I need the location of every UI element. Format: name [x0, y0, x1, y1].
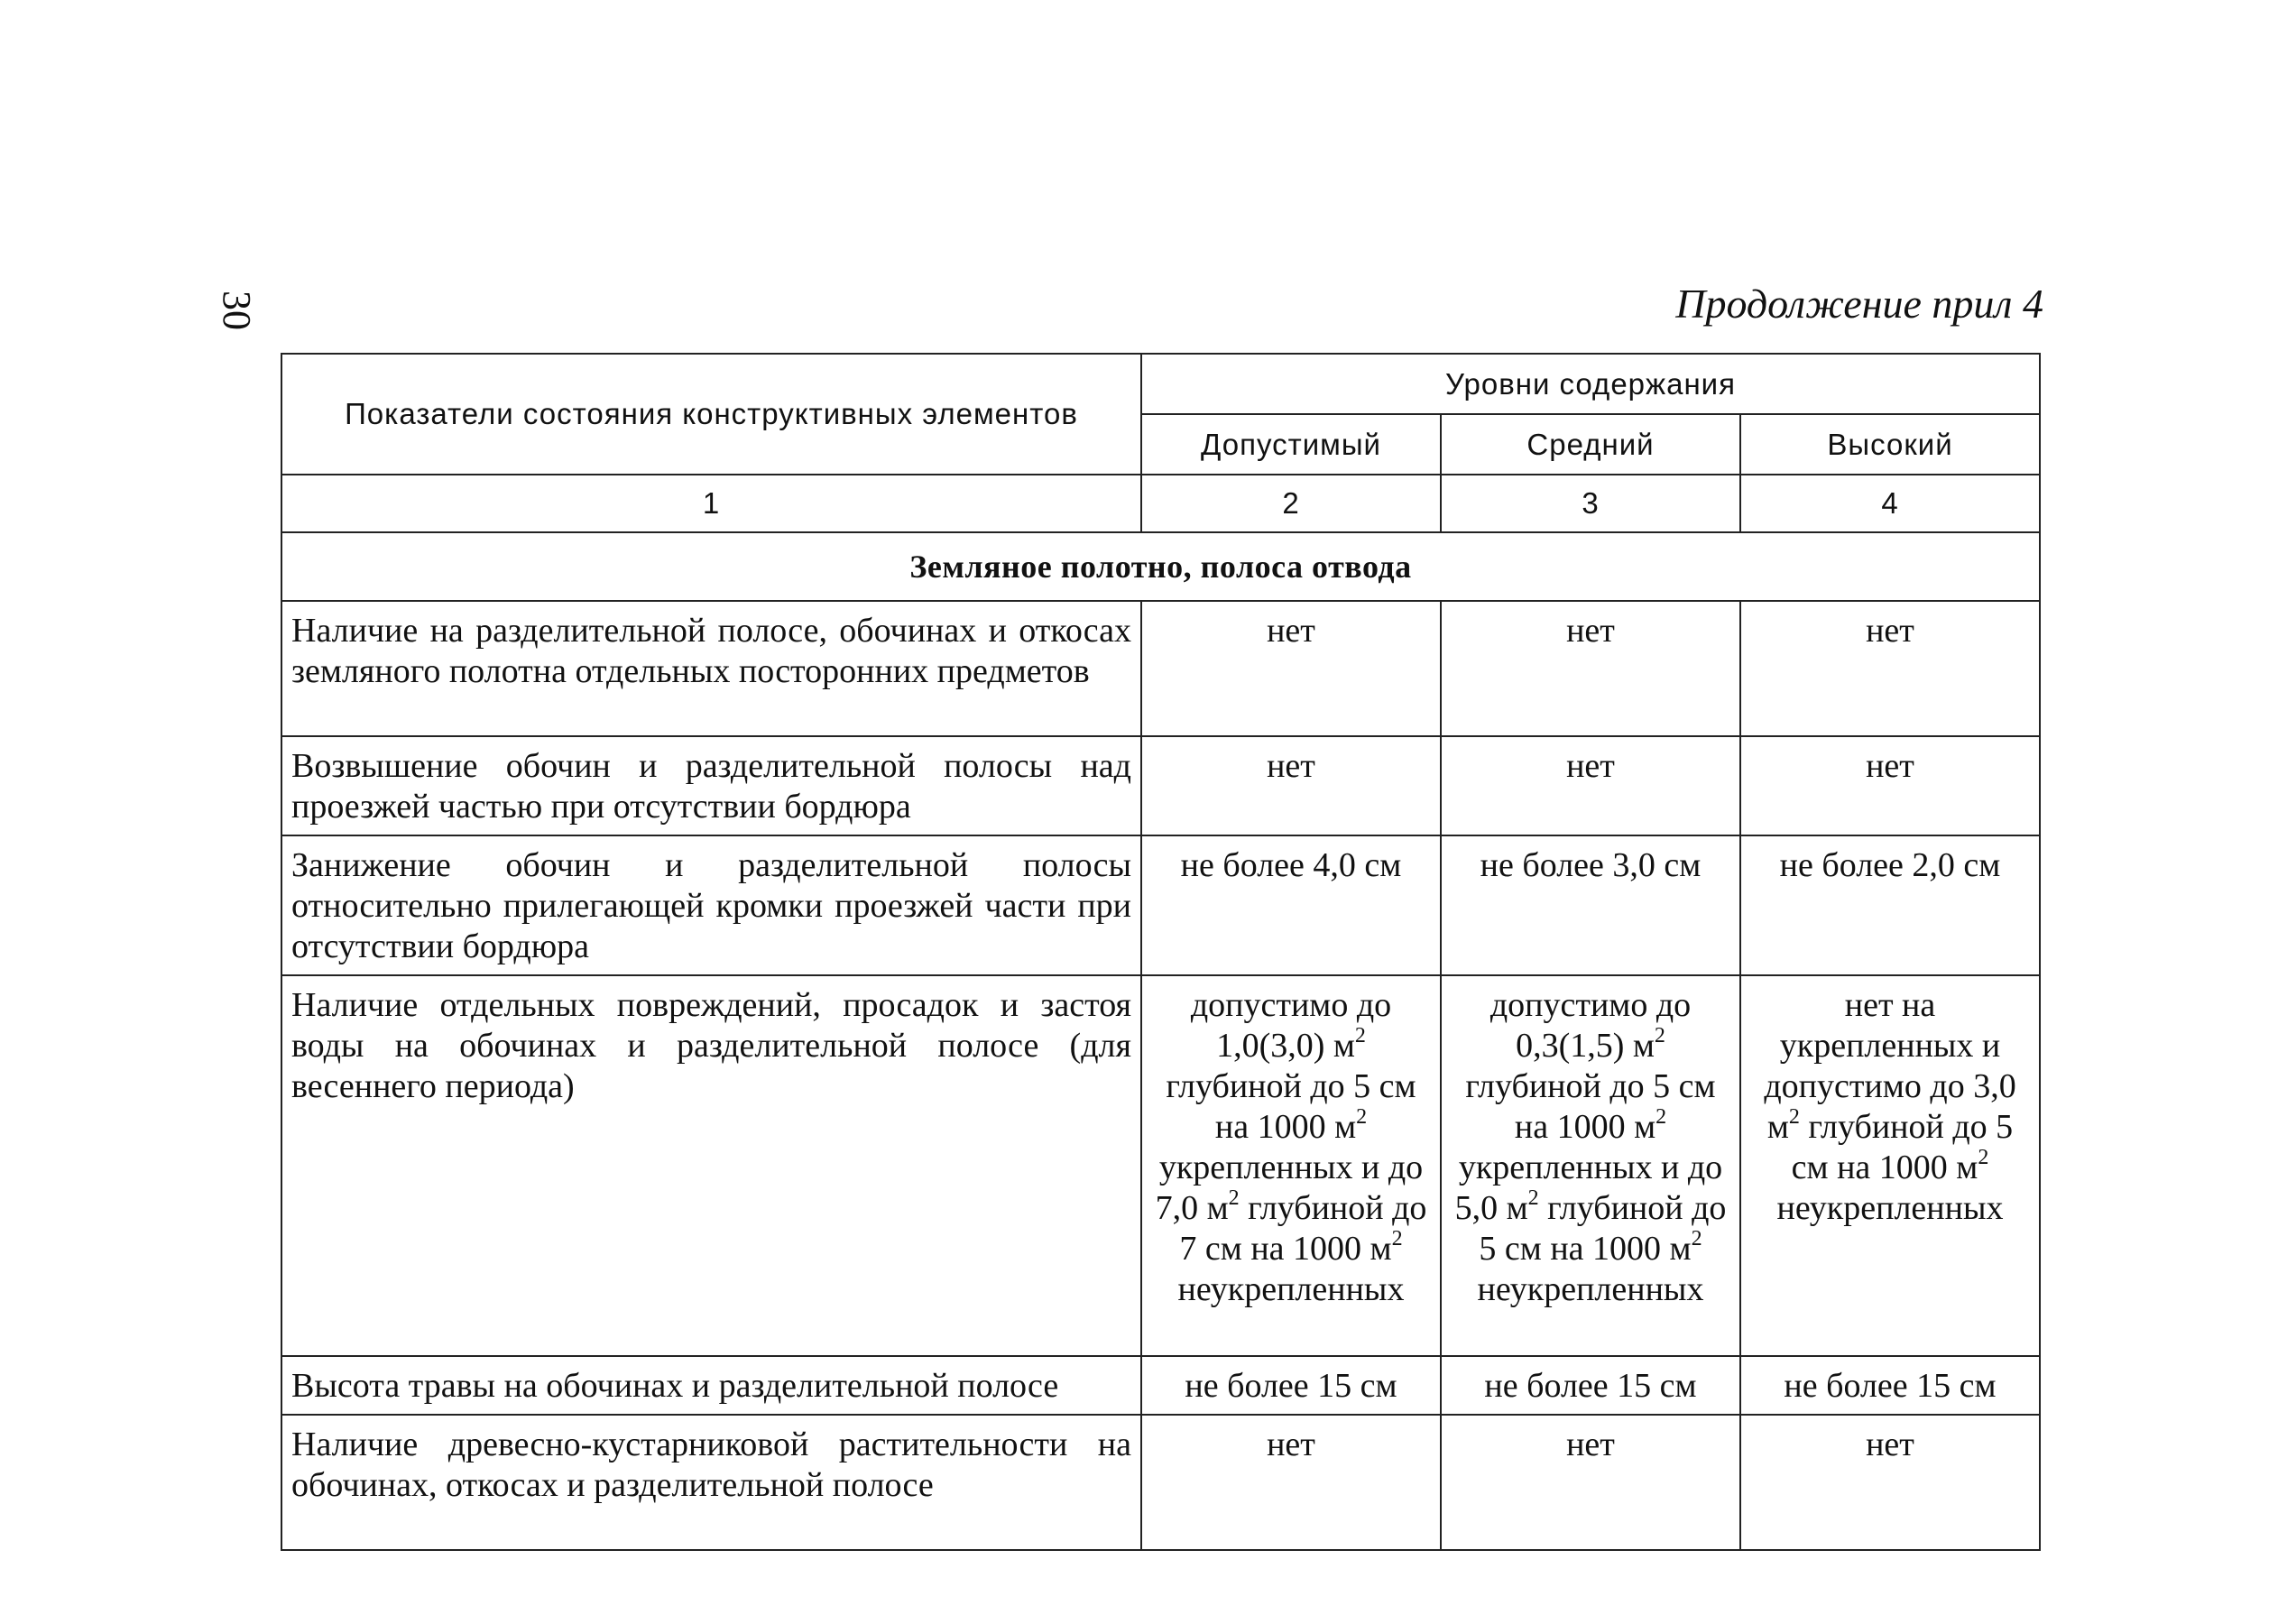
- column-number: 2: [1141, 475, 1441, 532]
- row-description: Наличие на разделительной полосе, обочинах и откосах земляного полотна отдельных посторонних предметов: [281, 601, 1141, 736]
- row-value: допустимо до 1,0(3,0) $м^2$ глубиной до 5 см на 1000 $м^2$ укрепленных и до 7,0 $м^2$ глубиной до 7 см на 1000 $м^2$ неукрепленных: [1141, 975, 1441, 1356]
- table-row: [281, 736, 2040, 835]
- row-value: не более 15 см: [1441, 1356, 1740, 1415]
- maintenance-levels-table: [281, 353, 2041, 1551]
- header-levels: Уровни содержания: [1141, 354, 2040, 414]
- row-value: нет: [1441, 1415, 1740, 1550]
- table-row: [281, 601, 2040, 736]
- row-value: нет: [1141, 1415, 1441, 1550]
- continuation-label: Продолжение прил 4: [1675, 281, 2043, 327]
- table-row: [281, 975, 2040, 1356]
- row-description: Наличие древесно-кустарниковой растительности на обочинах, откосах и разделительной полосе: [281, 1415, 1141, 1550]
- row-value: не более 15 см: [1740, 1356, 2040, 1415]
- header-level-medium: Средний: [1441, 414, 1740, 475]
- table-row: [281, 1415, 2040, 1550]
- row-value: не более 2,0 см: [1740, 835, 2040, 975]
- column-number: 1: [281, 475, 1141, 532]
- header-level-high: Высокий: [1740, 414, 2040, 475]
- page-number: 30: [215, 291, 259, 330]
- row-value: нет: [1441, 601, 1740, 736]
- header-indicators: Показатели состояния конструктивных элементов: [281, 354, 1141, 475]
- column-number: 3: [1441, 475, 1740, 532]
- row-value: нет: [1740, 1415, 2040, 1550]
- row-description: Возвышение обочин и разделительной полосы над проезжей частью при отсутствии бордюра: [281, 736, 1141, 835]
- row-description: Высота травы на обочинах и разделительной полосе: [281, 1356, 1141, 1415]
- table-row: [281, 835, 2040, 975]
- row-value: не более 4,0 см: [1141, 835, 1441, 975]
- row-value: нет: [1141, 736, 1441, 835]
- column-number: 4: [1740, 475, 2040, 532]
- row-description: Занижение обочин и разделительной полосы относительно прилегающей кромки проезжей части при отсутствии бордюра: [281, 835, 1141, 975]
- header-level-acceptable: Допустимый: [1141, 414, 1441, 475]
- section-title: Земляное полотно, полоса отвода: [281, 532, 2040, 601]
- row-value: нет: [1740, 736, 2040, 835]
- row-value: нет: [1441, 736, 1740, 835]
- row-description: Наличие отдельных повреждений, просадок и застоя воды на обочинах и разделительной полосе (для весеннего периода): [281, 975, 1141, 1356]
- row-value: не более 3,0 см: [1441, 835, 1740, 975]
- table-row: [281, 1356, 2040, 1415]
- row-value: допустимо до 0,3(1,5) $м^2$ глубиной до 5 см на 1000 $м^2$ укрепленных и до 5,0 $м^2$ глубиной до 5 см на 1000 $м^2$ неукрепленных: [1441, 975, 1740, 1356]
- row-value: нет: [1740, 601, 2040, 736]
- row-value: не более 15 см: [1141, 1356, 1441, 1415]
- row-value: нет: [1141, 601, 1441, 736]
- row-value: нет на укрепленных и допустимо до 3,0 $м^2$ глубиной до 5 см на 1000 $м^2$ неукрепленных: [1740, 975, 2040, 1356]
